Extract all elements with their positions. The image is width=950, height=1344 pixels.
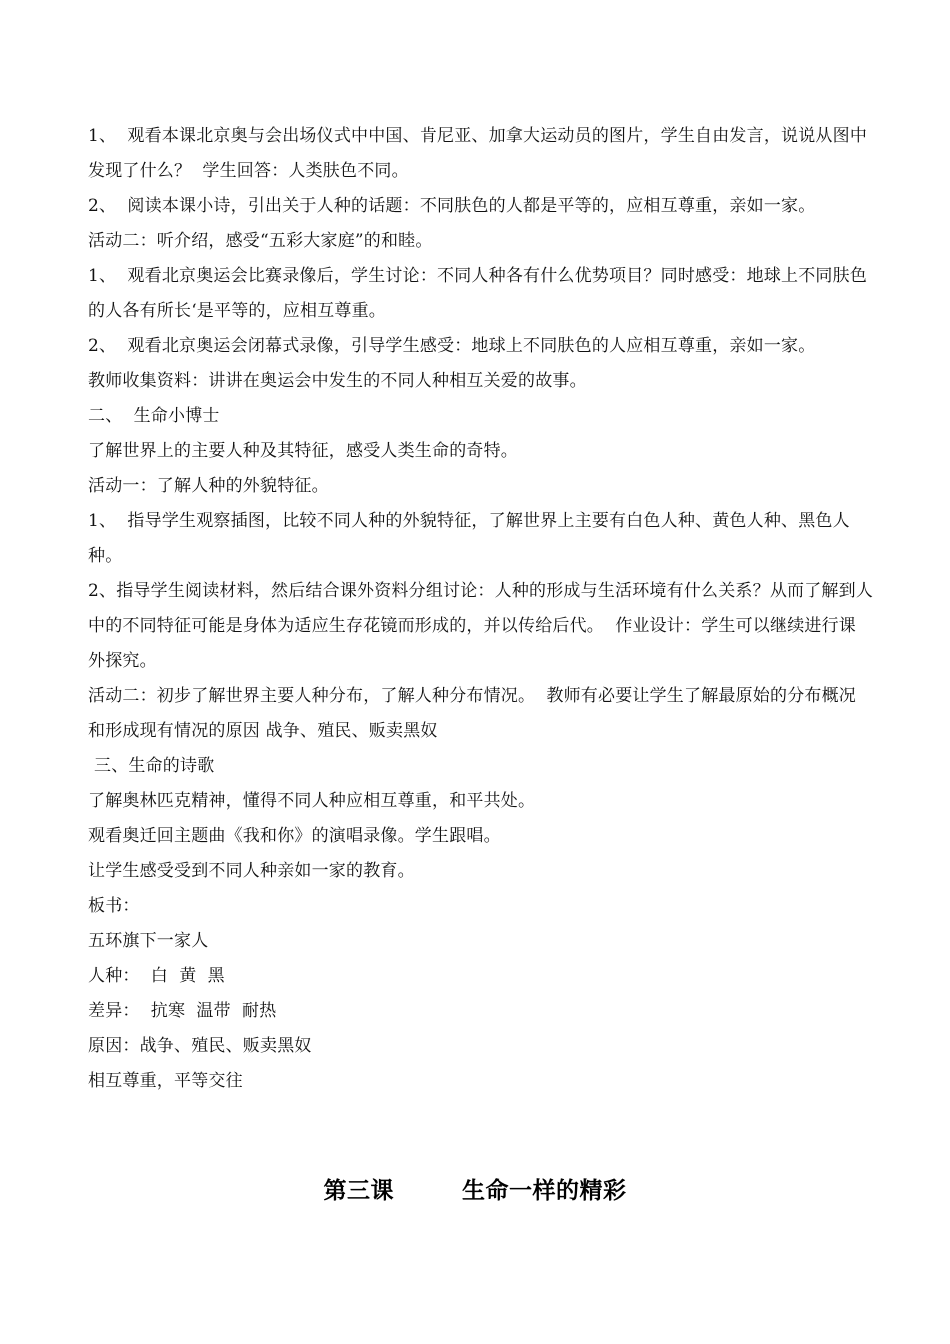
paragraph-race-distribution: 活动二：初步了解世界主要人种分布，了解人种分布情况。 教师有必要让学生了解最原始的分布概况和形成现有情况的原因 战争、殖民、贩卖黑奴 bbox=[88, 686, 857, 741]
paragraph-observe-ceremony: 1、 观看本课北京奥与会出场仪式中中国、肯尼亚、加拿大运动员的图片，学生自由发言，说说从图中发现了什么？ 学生回答：人类肤色不同。 bbox=[88, 126, 868, 181]
paragraph-olympic-spirit: 了解奥林匹克精神，懂得不同人种应相互尊重，和平共处。 bbox=[88, 791, 536, 811]
blackboard-line-title: 五环旗下一家人 bbox=[88, 931, 209, 951]
paragraph-read-poem: 2、 阅读本课小诗，引出关于人种的话题：不同肤色的人都是平等的，应相互尊重，亲如一家。 bbox=[88, 196, 816, 216]
paragraph-understand-races: 了解世界上的主要人种及其特征，感受人类生命的奇特。 bbox=[88, 441, 518, 461]
paragraph-watch-closing: 2、 观看北京奥运会闭幕式录像，引导学生感受：地球上不同肤色的人应相互尊重，亲如一家。 bbox=[88, 336, 816, 356]
paragraph-activity-one-heading: 活动一：了解人种的外貌特征。 bbox=[88, 476, 329, 496]
blackboard-line-respect: 相互尊重，平等交往 bbox=[88, 1071, 243, 1091]
paragraph-theme-song: 观看奥迁回主题曲《我和你》的演唱录像。学生跟唱。 bbox=[88, 826, 501, 846]
paragraph-teacher-materials: 教师收集资料：讲讲在奥运会中发生的不同人种相互关爱的故事。 bbox=[88, 371, 587, 391]
section-heading-life-expert: 二、 生命小博士 bbox=[88, 406, 220, 426]
document-body bbox=[88, 119, 873, 1099]
paragraph-observe-illustrations: 1、 指导学生观察插图，比较不同人种的外貌特征，了解世界上主要有白色人种、黄色人种、黑色人种。 bbox=[88, 511, 850, 566]
paragraph-read-materials: 2、指导学生阅读材料，然后结合课外资料分组讨论：人种的形成与生活环境有什么关系？从而了解到人中的不同特征可能是身体为适应生存花镜而形成的，并以传给后代。 作业设计：学生可以继续进行课外探究。 bbox=[88, 581, 874, 671]
paragraph-one-family: 让学生感受受到不同人种亲如一家的教育。 bbox=[88, 861, 415, 881]
blackboard-line-races: 人种： 白 黄 黑 bbox=[88, 966, 225, 986]
blackboard-line-differences: 差异： 抗寒 温带 耐热 bbox=[88, 1001, 277, 1021]
paragraph-watch-competition: 1、 观看北京奥运会比赛录像后，学生讨论：不同人种各有什么优势项目？同时感受：地球上不同肤色的人各有所长‘是平等的，应相互尊重。 bbox=[88, 266, 868, 321]
blackboard-line-reasons: 原因：战争、殖民、贩卖黑奴 bbox=[88, 1036, 312, 1056]
section-heading-poem-of-life: 三、生命的诗歌 bbox=[94, 756, 215, 776]
paragraph-activity-two-heading: 活动二：听介绍，感受“五彩大家庭”的和睦。 bbox=[88, 231, 433, 251]
lesson-title: 第三课 生命一样的精彩 bbox=[323, 1178, 627, 1204]
blackboard-heading: 板书： bbox=[88, 896, 140, 916]
